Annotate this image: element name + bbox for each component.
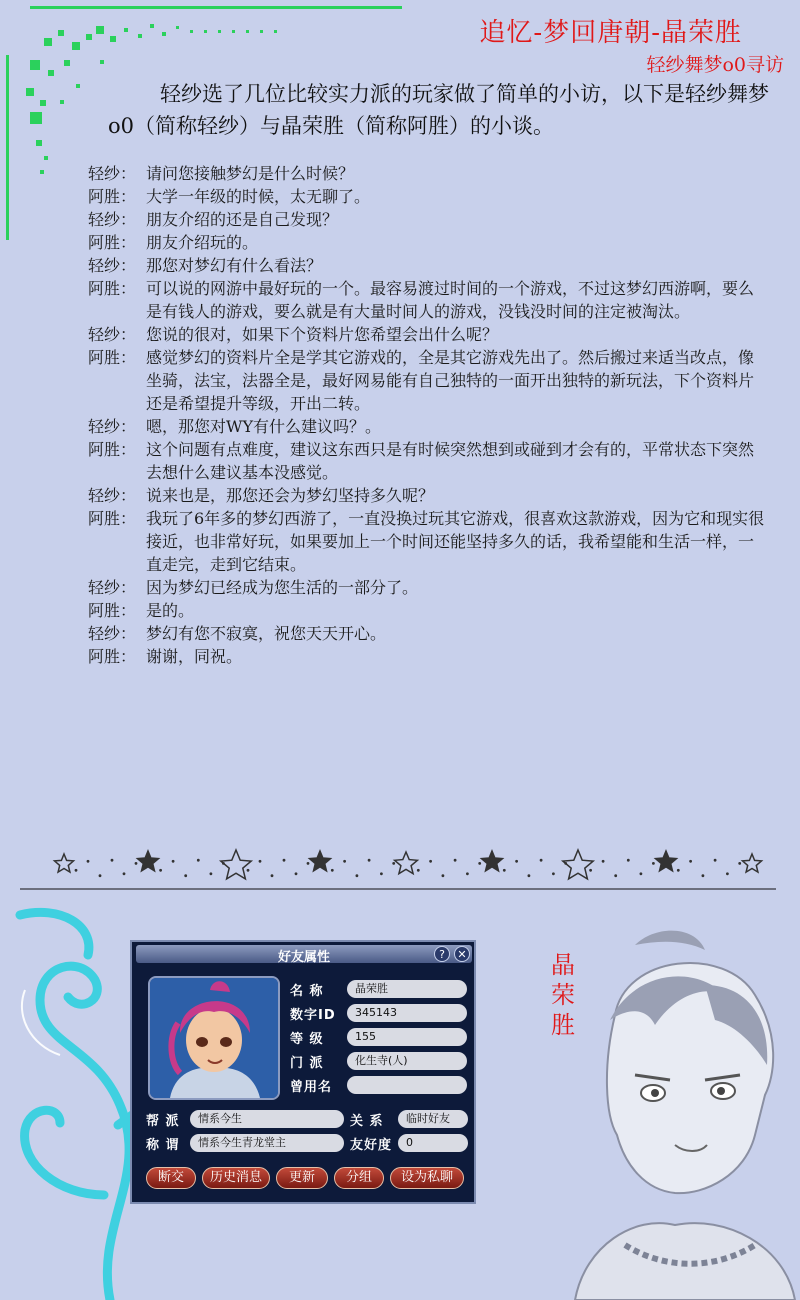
id-field: 345143 <box>347 1004 467 1022</box>
star-dot <box>640 872 643 875</box>
friendship-label: 友好度 <box>350 1138 393 1153</box>
speech-text: 因为梦幻已经成为您生活的一部分了。 <box>146 578 419 597</box>
speech-text: 您说的很对，如果下个资料片您希望会出什么呢？ <box>146 325 499 344</box>
star-dot <box>726 872 729 875</box>
star-dot <box>614 874 617 877</box>
divider-line <box>20 888 776 890</box>
speech-text: 朋友介绍玩的。 <box>146 233 259 252</box>
gang-label: 帮 派 <box>146 1114 180 1129</box>
dialog-line <box>88 645 768 668</box>
speech-text: 我玩了6年多的梦幻西游了，一直没换过玩其它游戏，很喜欢这款游戏，因为它和现实很接近，也非常好玩，如果要加上一个时间还能坚持多久的话，我希望能和生活一样，一直走完，走到它结束。 <box>146 509 765 574</box>
star-dot <box>331 869 334 872</box>
star-dot <box>478 862 481 865</box>
star-dot <box>295 872 298 875</box>
speaker-label: 轻纱： <box>88 210 137 229</box>
id-label: 数字ID <box>290 1008 336 1023</box>
star-icon <box>656 851 677 871</box>
star-dot <box>222 862 225 865</box>
star-dot <box>87 860 90 863</box>
gang-field: 情系今生 <box>190 1110 344 1128</box>
speaker-label: 轻纱： <box>88 578 137 597</box>
star-dot <box>689 860 692 863</box>
dialog-line <box>88 208 768 231</box>
star-divider <box>48 846 768 890</box>
star-dot <box>247 869 250 872</box>
star-dot <box>714 859 717 862</box>
speaker-label: 阿胜： <box>88 601 137 620</box>
speaker-label: 轻纱： <box>88 164 137 183</box>
interview-dialog <box>88 162 768 668</box>
dialog-line <box>88 484 768 507</box>
speech-text: 谢谢，同祝。 <box>146 647 243 666</box>
star-icon <box>743 854 762 872</box>
speaker-label: 阿胜： <box>88 440 137 459</box>
star-dot <box>307 862 310 865</box>
private-chat-button[interactable]: 设为私聊 <box>390 1167 464 1189</box>
speaker-label: 阿胜： <box>88 187 137 206</box>
name-label: 名 称 <box>290 984 324 999</box>
star-dot <box>454 859 457 862</box>
star-dot <box>429 860 432 863</box>
star-dot <box>210 872 213 875</box>
star-dot <box>392 862 395 865</box>
dialog-line <box>88 622 768 645</box>
speaker-label: 阿胜： <box>88 233 137 252</box>
appellation-field: 情系今生青龙堂主 <box>190 1134 344 1152</box>
star-dot <box>197 859 200 862</box>
speaker-label: 轻纱： <box>88 486 137 505</box>
dialog-line <box>88 323 768 346</box>
star-dot <box>135 862 138 865</box>
star-dot <box>368 859 371 862</box>
star-icon <box>482 851 503 871</box>
star-dot <box>111 859 114 862</box>
former-name-label: 曾用名 <box>290 1080 333 1095</box>
star-dot <box>466 872 469 875</box>
star-dot <box>528 874 531 877</box>
star-dot <box>702 874 705 877</box>
star-dot <box>123 872 126 875</box>
star-icon <box>55 854 74 872</box>
character-portrait <box>148 976 280 1100</box>
speaker-label: 阿胜： <box>88 647 137 666</box>
star-dot <box>172 860 175 863</box>
star-dot <box>564 862 567 865</box>
speech-text: 这个问题有点难度，建议这东西只是有时候突然想到或碰到才会有的，平常状态下突然去想什么建议基本没感觉。 <box>146 440 755 482</box>
star-dot <box>515 860 518 863</box>
star-dot <box>417 869 420 872</box>
speech-text: 朋友介绍的还是自己发现？ <box>146 210 339 229</box>
dialog-line <box>88 185 768 208</box>
speech-text: 梦幻有您不寂寞，祝您天天开心。 <box>146 624 387 643</box>
speaker-label: 轻纱： <box>88 624 137 643</box>
star-dot <box>380 872 383 875</box>
group-button[interactable]: 分组 <box>334 1167 384 1189</box>
dialog-line <box>88 415 768 438</box>
history-messages-button[interactable]: 历史消息 <box>202 1167 270 1189</box>
speech-text: 说来也是，那您还会为梦幻坚持多久呢？ <box>146 486 435 505</box>
speaker-label: 阿胜： <box>88 509 137 528</box>
school-label: 门 派 <box>290 1056 324 1071</box>
refresh-button[interactable]: 更新 <box>276 1167 328 1189</box>
speech-text: 大学一年级的时候，太无聊了。 <box>146 187 371 206</box>
speaker-label: 轻纱： <box>88 256 137 275</box>
help-icon[interactable]: ? <box>434 946 450 962</box>
speaker-label: 阿胜： <box>88 279 137 298</box>
speech-text: 嗯，那您对WY有什么建议吗？。 <box>146 417 382 436</box>
star-dot <box>159 869 162 872</box>
star-dot <box>503 869 506 872</box>
star-dot <box>602 860 605 863</box>
school-field: 化生寺(人) <box>347 1052 467 1070</box>
window-titlebar[interactable] <box>136 945 472 963</box>
character-illustration <box>555 925 800 1300</box>
star-dot <box>75 869 78 872</box>
speaker-label: 轻纱： <box>88 417 137 436</box>
window-title: 好友属性 <box>277 950 330 965</box>
star-icon <box>310 851 331 871</box>
dialog-line <box>88 438 768 484</box>
level-field: 155 <box>347 1028 467 1046</box>
former-name-field <box>347 1076 467 1094</box>
vertical-character-name <box>548 950 578 1040</box>
friend-attributes-window <box>130 940 476 1204</box>
intro-paragraph: 轻纱选了几位比较实力派的玩家做了简单的小访，以下是轻纱舞梦o0（简称轻纱）与晶荣胜（简称阿胜）的小谈。 <box>108 82 769 138</box>
vertical-name-char: 晶 <box>551 951 575 979</box>
dialog-line <box>88 599 768 622</box>
page-title: 追忆-梦回唐朝-晶荣胜 <box>479 18 742 48</box>
name-field: 晶荣胜 <box>347 980 467 998</box>
star-dot <box>589 869 592 872</box>
relation-field: 临时好友 <box>398 1110 468 1128</box>
speech-text: 那您对梦幻有什么看法？ <box>146 256 323 275</box>
star-dot <box>259 860 262 863</box>
relation-label: 关 系 <box>350 1114 384 1129</box>
dialog-line <box>88 277 768 323</box>
appellation-label: 称 谓 <box>146 1138 180 1153</box>
star-dot <box>627 859 630 862</box>
speech-text: 可以说的网游中最好玩的一个。最容易渡过时间的一个游戏，不过这梦幻西游啊，要么是有钱人的游戏，要么就是有大量时间人的游戏，没钱没时间的注定被淘汰。 <box>146 279 755 321</box>
vertical-name-char: 荣 <box>551 981 575 1009</box>
star-dot <box>343 860 346 863</box>
close-icon[interactable]: ✕ <box>454 946 470 962</box>
speech-text: 是的。 <box>146 601 195 620</box>
dialog-line <box>88 162 768 185</box>
star-dot <box>271 874 274 877</box>
star-dot <box>738 862 741 865</box>
star-icon <box>395 852 418 874</box>
dialog-line <box>88 576 768 599</box>
star-dot <box>540 859 543 862</box>
star-icon <box>563 850 593 879</box>
vertical-name-char: 胜 <box>551 1011 575 1039</box>
dialog-line <box>88 507 768 576</box>
star-dot <box>356 874 359 877</box>
star-icon <box>221 850 251 879</box>
author-byline: 轻纱舞梦o0寻访 <box>646 54 784 76</box>
dialog-line <box>88 231 768 254</box>
star-dot <box>552 872 555 875</box>
star-dot <box>652 862 655 865</box>
star-dot <box>677 869 680 872</box>
speech-text: 感觉梦幻的资料片全是学其它游戏的，全是其它游戏先出了。然后搬过来适当改点，像坐骑，法宝，法器全是，最好网易能有自己独特的一面开出独特的新玩法，下个资料片还是希望提升等级，开出二转。 <box>146 348 755 413</box>
star-dot <box>184 874 187 877</box>
level-label: 等 级 <box>290 1032 324 1047</box>
speaker-label: 轻纱： <box>88 325 137 344</box>
unfriend-button[interactable]: 断交 <box>146 1167 196 1189</box>
dialog-line <box>88 346 768 415</box>
friendship-field: 0 <box>398 1134 468 1152</box>
dialog-line <box>88 254 768 277</box>
speaker-label: 阿胜： <box>88 348 137 367</box>
speech-text: 请问您接触梦幻是什么时候？ <box>146 164 355 183</box>
star-dot <box>442 874 445 877</box>
star-icon <box>138 851 159 871</box>
star-dot <box>283 859 286 862</box>
star-dot <box>99 874 102 877</box>
